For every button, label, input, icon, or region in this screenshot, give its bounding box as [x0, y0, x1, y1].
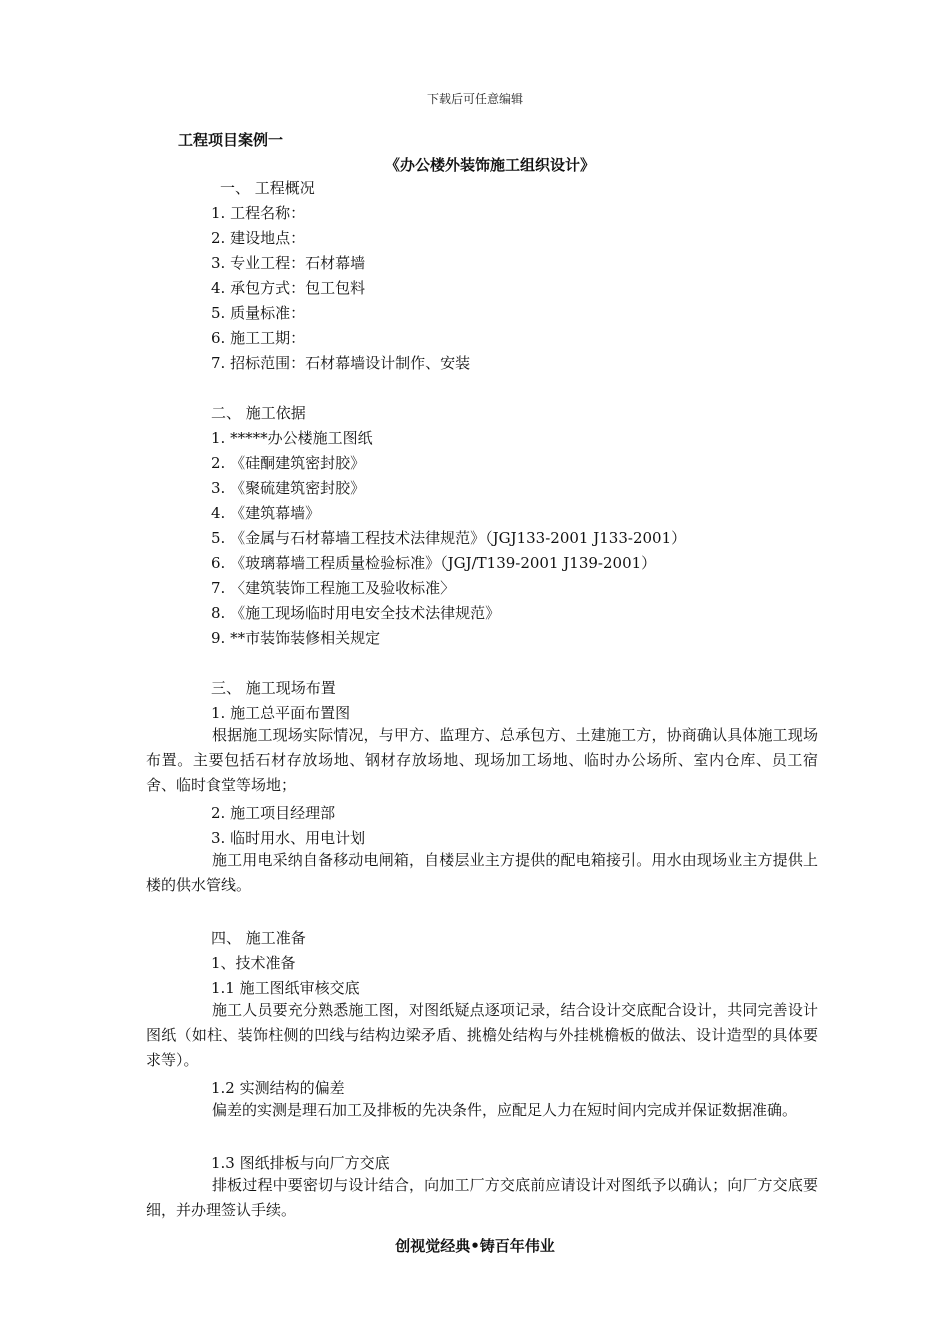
- list-item: 2. 《硅酮建筑密封胶》: [211, 454, 366, 472]
- list-item: 8. 《施工现场临时用电安全技术法律规范》: [211, 604, 501, 622]
- list-item: 1. 工程名称：: [211, 204, 306, 222]
- list-item: 6. 施工工期：: [211, 329, 306, 347]
- list-item: 7. 〈建筑装饰工程施工及验收标准〉: [211, 579, 456, 597]
- list-item: 1. 施工总平面布置图: [211, 704, 351, 722]
- list-item: 2. 建设地点：: [211, 229, 306, 247]
- list-item: 4. 《建筑幕墙》: [211, 504, 321, 522]
- section-2-heading: 二、 施工依据: [211, 404, 306, 422]
- subheading: 1、技术准备: [211, 954, 296, 972]
- page-footer: 创视觉经典•铸百年伟业: [395, 1237, 555, 1255]
- subheading: 1.3 图纸排板与向厂方交底: [211, 1154, 390, 1172]
- paragraph: 偏差的实测是理石加工及排板的先决条件，应配足人力在短时间内完成并保证数据准确。: [212, 1101, 798, 1119]
- list-item: 3. 临时用水、用电计划: [211, 829, 366, 847]
- list-item: 9. **市装饰装修相关规定: [211, 629, 381, 647]
- section-4-heading: 四、 施工准备: [211, 929, 306, 947]
- subheading: 1.2 实测结构的偏差: [211, 1079, 345, 1097]
- paragraph: 施工用电采纳自备移动电闸箱，自楼层业主方提供的配电箱接引。用水由现场业主方提供上楼的供水管线。: [146, 851, 818, 894]
- paragraph: 施工人员要充分熟悉施工图，对图纸疑点逐项记录，结合设计交底配合设计，共同完善设计图纸（如柱、装饰柱侧的凹线与结构边梁矛盾、挑檐处结构与外挂桃檐板的做法、设计造型的具体要求等）。: [146, 1001, 818, 1069]
- document-title: 《办公楼外装饰施工组织设计》: [384, 156, 595, 174]
- list-item: 2. 施工项目经理部: [211, 804, 336, 822]
- case-title: 工程项目案例一: [178, 131, 284, 149]
- list-item: 5. 质量标准：: [211, 304, 306, 322]
- list-item: 3. 《聚硫建筑密封胶》: [211, 479, 366, 497]
- section-3-heading: 三、 施工现场布置: [211, 679, 336, 697]
- list-item: 1. *****办公楼施工图纸: [211, 429, 373, 447]
- list-item: 6. 《玻璃幕墙工程质量检验标准》（JGJ/T139-2001 J139-2001）: [211, 554, 657, 572]
- subheading: 1.1 施工图纸审核交底: [211, 979, 360, 997]
- section-1-heading: 一、 工程概况: [220, 179, 315, 197]
- list-item: 4. 承包方式：包工包料: [211, 279, 366, 297]
- list-item: 5. 《金属与石材幕墙工程技术法律规范》（JGJ133-2001 J133-2001）: [211, 529, 687, 547]
- list-item: 7. 招标范围：石材幕墙设计制作、安装: [211, 354, 471, 372]
- page-header: 下载后可任意编辑: [426, 92, 523, 106]
- paragraph: 排板过程中要密切与设计结合，向加工厂方交底前应请设计对图纸予以确认；向厂方交底要细，并办理签认手续。: [146, 1176, 818, 1219]
- list-item: 3. 专业工程：石材幕墙: [211, 254, 366, 272]
- paragraph: 根据施工现场实际情况，与甲方、监理方、总承包方、土建施工方，协商确认具体施工现场布置。主要包括石材存放场地、钢材存放场地、现场加工场地、临时办公场所、室内仓库、员工宿舍、临时食堂等场地；: [146, 726, 818, 794]
